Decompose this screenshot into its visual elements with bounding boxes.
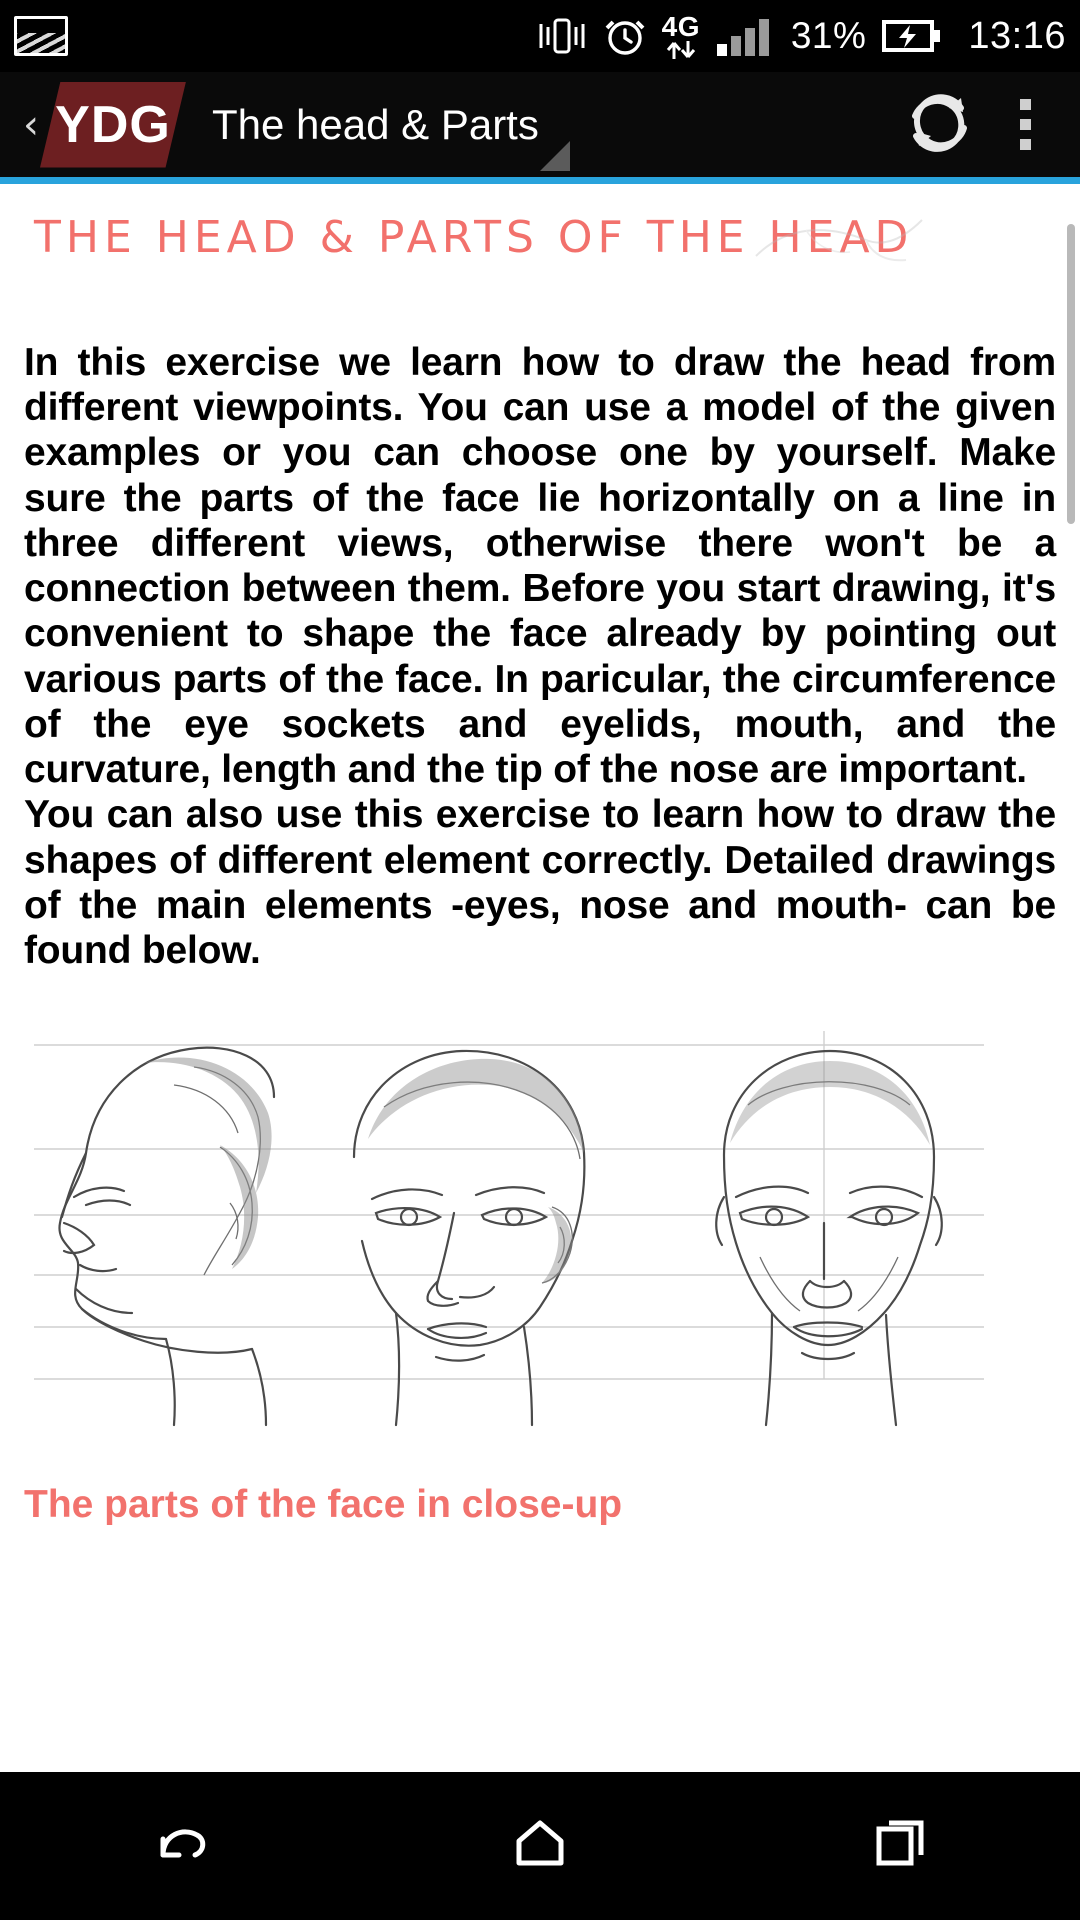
android-navigation-bar bbox=[0, 1772, 1080, 1920]
nav-home-button[interactable] bbox=[480, 1813, 600, 1880]
vibrate-icon bbox=[535, 14, 589, 58]
article-body bbox=[24, 340, 1056, 973]
battery-percent-label: 31% bbox=[790, 15, 867, 56]
page-title: The head & Parts bbox=[212, 100, 539, 148]
nav-recents-button[interactable] bbox=[840, 1813, 960, 1880]
logo-label: YDG bbox=[55, 95, 171, 154]
more-vertical-icon-dot bbox=[1020, 139, 1031, 150]
refresh-icon bbox=[904, 86, 976, 163]
resize-corner-handle bbox=[540, 141, 570, 171]
vertical-scrollbar[interactable] bbox=[1067, 224, 1075, 524]
article-paragraph-1: In this exercise we learn how to draw the head from different viewpoints. You can use a model of the given examples or you can choose one by yourself. Make sure the parts of the face lie horizontally on a line in three different views, otherwise there won't be a connection between them. Before you start drawing, it's convenient to shape the face already by pointing out various parts of the face. In paricular, the circumference of the eye sockets and eyelids, mouth, and the curvature, length and the tip of the nose are important. bbox=[24, 341, 1056, 792]
app-logo[interactable] bbox=[40, 82, 186, 168]
decorative-sketch-icon bbox=[746, 206, 926, 286]
more-vertical-icon-dot bbox=[1020, 99, 1031, 110]
app-bar bbox=[0, 72, 1080, 177]
accent-rule bbox=[0, 177, 1080, 184]
data-transfer-icon bbox=[661, 39, 701, 61]
article-scroll-area[interactable] bbox=[0, 184, 1080, 1772]
network-type-label: 4G bbox=[661, 14, 701, 58]
signal-bars-icon bbox=[715, 14, 777, 58]
back-chevron-icon[interactable]: ‹ bbox=[23, 101, 39, 148]
refresh-button[interactable] bbox=[892, 86, 988, 163]
figure-caption: The parts of the face in close-up bbox=[24, 1483, 623, 1527]
status-bar-notifications bbox=[14, 16, 535, 56]
back-arrow-icon bbox=[149, 1813, 211, 1880]
home-icon bbox=[509, 1813, 571, 1880]
overflow-menu-button[interactable] bbox=[988, 99, 1062, 150]
status-bar-clock: 13:16 bbox=[968, 14, 1066, 57]
recent-apps-icon bbox=[869, 1813, 931, 1880]
status-bar-icons bbox=[535, 11, 1066, 58]
article-heading-image bbox=[34, 212, 1056, 322]
battery-charging-icon bbox=[880, 14, 946, 58]
gallery-icon bbox=[14, 16, 68, 56]
head-drawings-svg bbox=[24, 1027, 1024, 1427]
head-drawings-figure bbox=[24, 1027, 1056, 1427]
nav-back-button[interactable] bbox=[120, 1813, 240, 1880]
article-paragraph-2: You can also use this exercise to learn how to draw the shapes of different element correctly. Detailed drawings of the main elements -eyes, nose and mouth- can be found below. bbox=[24, 793, 1056, 973]
article-heading-text: THE HEAD & PARTS OF THE HEAD bbox=[34, 212, 914, 263]
more-vertical-icon-dot bbox=[1020, 119, 1031, 130]
alarm-clock-icon bbox=[603, 14, 647, 58]
status-bar bbox=[0, 0, 1080, 72]
